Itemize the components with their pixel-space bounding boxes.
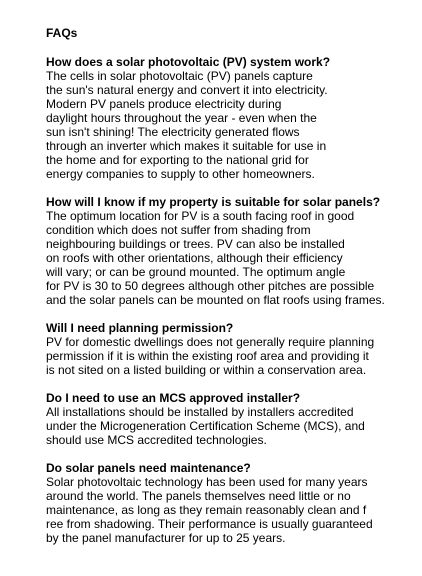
faq-answer (46, 69, 416, 181)
faq-question: Do solar panels need maintenance? (46, 461, 251, 475)
answer-line: Solar photovoltaic technology has been used for many years (46, 475, 368, 489)
faq-answer (46, 209, 416, 307)
answer-line: neighbouring buildings or trees. PV can also be installed (46, 237, 345, 251)
answer-line: the sun's natural energy and convert it into electricity. (46, 83, 328, 97)
answer-line: by the panel manufacturer for up to 25 years. (46, 531, 286, 545)
answer-line: the home and for exporting to the national grid for (46, 153, 309, 167)
answer-line: The optimum location for PV is a south facing roof in good (46, 209, 355, 223)
answer-line: and the solar panels can be mounted on flat roofs using frames. (46, 293, 385, 307)
faq-document (46, 26, 416, 559)
answer-line: energy companies to supply to other homeowners. (46, 167, 315, 181)
faq-question: How will I know if my property is suitable for solar panels? (46, 195, 381, 209)
answer-line: under the Microgeneration Certification Scheme (MCS), and (46, 419, 365, 433)
faq-question: Do I need to use an MCS approved installer? (46, 391, 301, 405)
faq-answer (46, 405, 416, 447)
answer-line: Modern PV panels produce electricity during (46, 97, 282, 111)
answer-line: condition which does not suffer from shading from (46, 223, 311, 237)
answer-line: daylight hours throughout the year - even when the (46, 111, 317, 125)
faq-answer (46, 335, 416, 377)
answer-line: will vary; or can be ground mounted. The optimum angle (46, 265, 346, 279)
answer-line: around the world. The panels themselves need little or no (46, 489, 351, 503)
faq-question: How does a solar photovoltaic (PV) system work? (46, 55, 331, 69)
answer-line: for PV is 30 to 50 degrees although other pitches are possible (46, 279, 375, 293)
answer-line: ree from shadowing. Their performance is usually guaranteed (46, 517, 373, 531)
answer-line: through an inverter which makes it suitable for use in (46, 139, 327, 153)
faq-item-maintenance (46, 461, 416, 545)
answer-line: The cells in solar photovoltaic (PV) panels capture (46, 69, 313, 83)
answer-line: PV for domestic dwellings does not generally require planning (46, 335, 375, 349)
answer-line: on roofs with other orientations, although their efficiency (46, 251, 343, 265)
answer-line: should use MCS accredited technologies. (46, 433, 267, 447)
answer-line: All installations should be installed by installers accredited (46, 405, 354, 419)
answer-line: sun isn't shining! The electricity generated flows (46, 125, 300, 139)
faq-question: Will I need planning permission? (46, 321, 234, 335)
faq-item-property-suitability (46, 195, 416, 307)
answer-line: maintenance, as long as they remain reasonably clean and f (46, 503, 367, 517)
faq-answer (46, 475, 416, 545)
faq-item-planning-permission (46, 321, 416, 377)
page-title: FAQs (46, 26, 78, 40)
answer-line: is not sited on a listed building or within a conservation area. (46, 363, 367, 377)
faq-item-how-pv-works (46, 55, 416, 181)
faq-item-mcs-installer (46, 391, 416, 447)
answer-line: permission if it is within the existing roof area and providing it (46, 349, 369, 363)
